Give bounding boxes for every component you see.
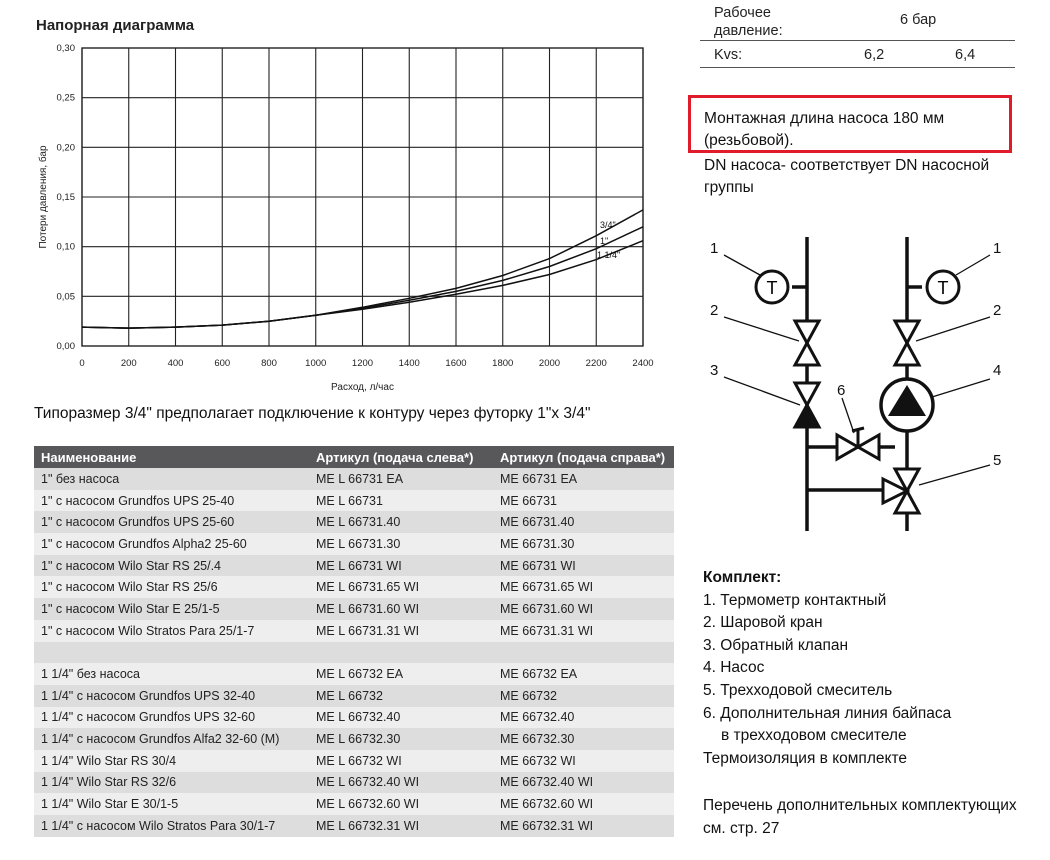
label-3: 3 — [710, 362, 719, 379]
cell-article-left: ME L 66732.60 WI — [309, 793, 493, 815]
table-row — [34, 555, 674, 577]
cell-name: 1 1/4" с насосом Grundfos UPS 32-60 — [34, 707, 309, 729]
col-header-article-right: Артикул (подача справа*) — [493, 446, 674, 468]
cell-article-left: ME L 66731 EA — [309, 468, 493, 490]
x-tick-label: 1000 — [305, 358, 327, 369]
cell-name: 1 1/4" без насоса — [34, 663, 309, 685]
chart-grid — [82, 48, 643, 346]
cell-article-left: ME L 66731.65 WI — [309, 576, 493, 598]
y-tick-label: 0,10 — [56, 241, 75, 253]
cell-article-left: ME L 66731 WI — [309, 555, 493, 577]
y-tick-label: 0,30 — [56, 43, 75, 54]
cell-article-right: ME 66731 EA — [493, 468, 674, 490]
mount-length-note: Монтажная длина насоса 180 мм (резьбовой). — [704, 110, 945, 149]
label-4: 4 — [993, 362, 1002, 379]
x-tick-label: 2000 — [538, 358, 561, 369]
table-row — [34, 707, 674, 729]
x-tick-label: 200 — [120, 358, 137, 369]
table-row — [34, 576, 674, 598]
x-axis-label: Расход, л/час — [331, 382, 394, 393]
col-header-article-left: Артикул (подача слева*) — [309, 446, 493, 468]
table-row — [34, 533, 674, 555]
kit-item-3: 3. Обратный клапан — [703, 636, 849, 654]
cell-article-right: ME 66731.31 WI — [493, 620, 674, 642]
cell-article-right — [493, 642, 674, 664]
x-tick-label: 0 — [79, 358, 85, 369]
y-tick-label: 0,25 — [56, 92, 75, 104]
pressure-value: 6 бар — [900, 12, 937, 28]
table-row — [34, 620, 674, 642]
cell-article-right: ME 66732 WI — [493, 750, 674, 772]
ball-valve-right-icon — [895, 321, 919, 365]
cell-name — [34, 642, 309, 664]
cell-name: 1" с насосом Wilo Star E 25/1-5 — [34, 598, 309, 620]
cell-article-left: ME L 66731.30 — [309, 533, 493, 555]
table-row — [34, 490, 674, 512]
product-table — [34, 446, 674, 837]
bypass-valve-icon — [837, 428, 879, 459]
kit-item-5: 5. Трехходовой смеситель — [703, 681, 893, 699]
x-tick-label: 1400 — [398, 358, 420, 369]
y-tick-label: 0,20 — [56, 142, 75, 154]
cell-article-left: ME L 66732.31 WI — [309, 815, 493, 837]
cell-article-left: ME L 66732.40 — [309, 707, 493, 729]
cell-article-right: ME 66732 EA — [493, 663, 674, 685]
cell-article-left: ME L 66731.31 WI — [309, 620, 493, 642]
pressure-chart — [0, 0, 670, 400]
thermometer-right-icon — [927, 271, 959, 303]
table-row — [34, 511, 674, 533]
cell-article-left: ME L 66731.60 WI — [309, 598, 493, 620]
x-tick-label: 1600 — [445, 358, 467, 369]
thermo-symbol-left: T — [766, 278, 778, 298]
cell-name: 1" с насосом Wilo Stratos Para 25/1-7 — [34, 620, 309, 642]
label-1-right: 1 — [993, 240, 1002, 257]
cell-name: 1" без насоса — [34, 468, 309, 490]
kvs-label: Kvs: — [714, 47, 743, 63]
x-tick-label: 2400 — [632, 358, 654, 369]
label-2-right: 2 — [993, 302, 1002, 319]
chart-axes — [37, 43, 654, 393]
series-label-1: 1" — [600, 236, 609, 246]
label-6: 6 — [837, 382, 846, 399]
table-row — [34, 468, 674, 490]
series-label-2: 1 1/4" — [597, 250, 621, 260]
kit-item-6-cont: в трехходовом смесителе — [721, 727, 907, 745]
table-row — [34, 642, 674, 664]
cell-name: 1" с насосом Wilo Star RS 25/6 — [34, 576, 309, 598]
x-tick-label: 400 — [167, 358, 184, 369]
table-row — [34, 728, 674, 750]
cell-name: 1 1/4" Wilo Star E 30/1-5 — [34, 793, 309, 815]
cell-article-right: ME 66732.40 WI — [493, 772, 674, 794]
y-tick-label: 0,00 — [56, 341, 75, 352]
x-tick-label: 800 — [261, 358, 277, 369]
spec-kvs-row — [700, 42, 1015, 68]
chart-title: Напорная диаграмма — [36, 17, 195, 34]
kit-item-4: 4. Насос — [703, 659, 765, 677]
cell-article-right: ME 66731 — [493, 490, 674, 512]
table-row — [34, 815, 674, 837]
label-5: 5 — [993, 452, 1002, 469]
cell-article-left: ME L 66732 WI — [309, 750, 493, 772]
y-tick-label: 0,05 — [56, 291, 75, 303]
cell-article-left: ME L 66732 — [309, 685, 493, 707]
kit-item-6: 6. Дополнительная линия байпаса — [703, 704, 952, 722]
y-tick-label: 0,15 — [56, 192, 75, 203]
cell-article-right: ME 66732.60 WI — [493, 793, 674, 815]
label-2-left: 2 — [710, 302, 719, 319]
label-1-left: 1 — [710, 240, 719, 257]
cell-name: 1 1/4" Wilo Star RS 30/4 — [34, 750, 309, 772]
pump-group-schematic — [690, 225, 1020, 545]
cell-name: 1" с насосом Grundfos UPS 25-40 — [34, 490, 309, 512]
dn-note: DN насоса- соответствует DN насосной группы — [704, 157, 990, 196]
cell-name: 1" с насосом Grundfos UPS 25-60 — [34, 511, 309, 533]
cell-article-left — [309, 642, 493, 664]
thermo-symbol-right: T — [937, 278, 949, 298]
table-row — [34, 793, 674, 815]
cell-article-right: ME 66732 — [493, 685, 674, 707]
kit-item-2: 2. Шаровой кран — [703, 614, 823, 632]
three-way-mixer-icon — [883, 469, 919, 513]
cell-article-right: ME 66731.30 — [493, 533, 674, 555]
size-note: Типоразмер 3/4" предполагает подключение к контуру через футорку 1"х 3/4" — [34, 405, 591, 422]
spec-pressure-row — [700, 0, 1015, 41]
kit-item-1: 1. Термометр контактный — [703, 591, 887, 609]
pressure-label: Рабочее давление: — [714, 5, 783, 39]
table-row — [34, 685, 674, 707]
col-header-name: Наименование — [34, 446, 309, 468]
table-row — [34, 598, 674, 620]
cell-article-left: ME L 66732.40 WI — [309, 772, 493, 794]
cell-name: 1 1/4" Wilo Star RS 32/6 — [34, 772, 309, 794]
thermometer-left-icon — [756, 271, 788, 303]
pump-icon — [881, 379, 933, 431]
extras-note: Перечень дополнительных комплектующих см. стр. 27 — [703, 797, 1017, 837]
series-label-0: 3/4" — [600, 220, 616, 230]
cell-name: 1" с насосом Wilo Star RS 25/.4 — [34, 555, 309, 577]
x-tick-label: 1800 — [492, 358, 514, 369]
cell-article-right: ME 66731.60 WI — [493, 598, 674, 620]
kit-insulation: Термоизоляция в комплекте — [703, 749, 907, 767]
x-tick-label: 1200 — [351, 358, 374, 369]
table-header-row — [34, 446, 674, 468]
cell-article-right: ME 66732.30 — [493, 728, 674, 750]
cell-name: 1 1/4" с насосом Grundfos UPS 32-40 — [34, 685, 309, 707]
kvs-value-1: 6,2 — [864, 47, 885, 63]
cell-article-right: ME 66732.31 WI — [493, 815, 674, 837]
table-row — [34, 663, 674, 685]
cell-name: 1" с насосом Grundfos Alpha2 25-60 — [34, 533, 309, 555]
cell-article-right: ME 66732.40 — [493, 707, 674, 729]
x-tick-label: 2200 — [585, 358, 607, 369]
ball-valve-left-icon — [795, 321, 819, 365]
cell-article-left: ME L 66731.40 — [309, 511, 493, 533]
kvs-value-2: 6,4 — [955, 47, 976, 63]
cell-article-right: ME 66731.65 WI — [493, 576, 674, 598]
cell-name: 1 1/4" с насосом Wilo Stratos Para 30/1-7 — [34, 815, 309, 837]
cell-article-left: ME L 66732 EA — [309, 663, 493, 685]
cell-article-left: ME L 66732.30 — [309, 728, 493, 750]
cell-article-right: ME 66731.40 — [493, 511, 674, 533]
y-axis-label: Потери давления, бар — [38, 145, 49, 249]
cell-article-left: ME L 66731 — [309, 490, 493, 512]
cell-name: 1 1/4" с насосом Grundfos Alfa2 32-60 (М) — [34, 728, 309, 750]
kit-list — [703, 567, 1023, 770]
cell-article-right: ME 66731 WI — [493, 555, 674, 577]
x-tick-label: 600 — [214, 358, 231, 369]
table-row — [34, 750, 674, 772]
table-row — [34, 772, 674, 794]
kit-title: Комплект: — [703, 569, 782, 586]
